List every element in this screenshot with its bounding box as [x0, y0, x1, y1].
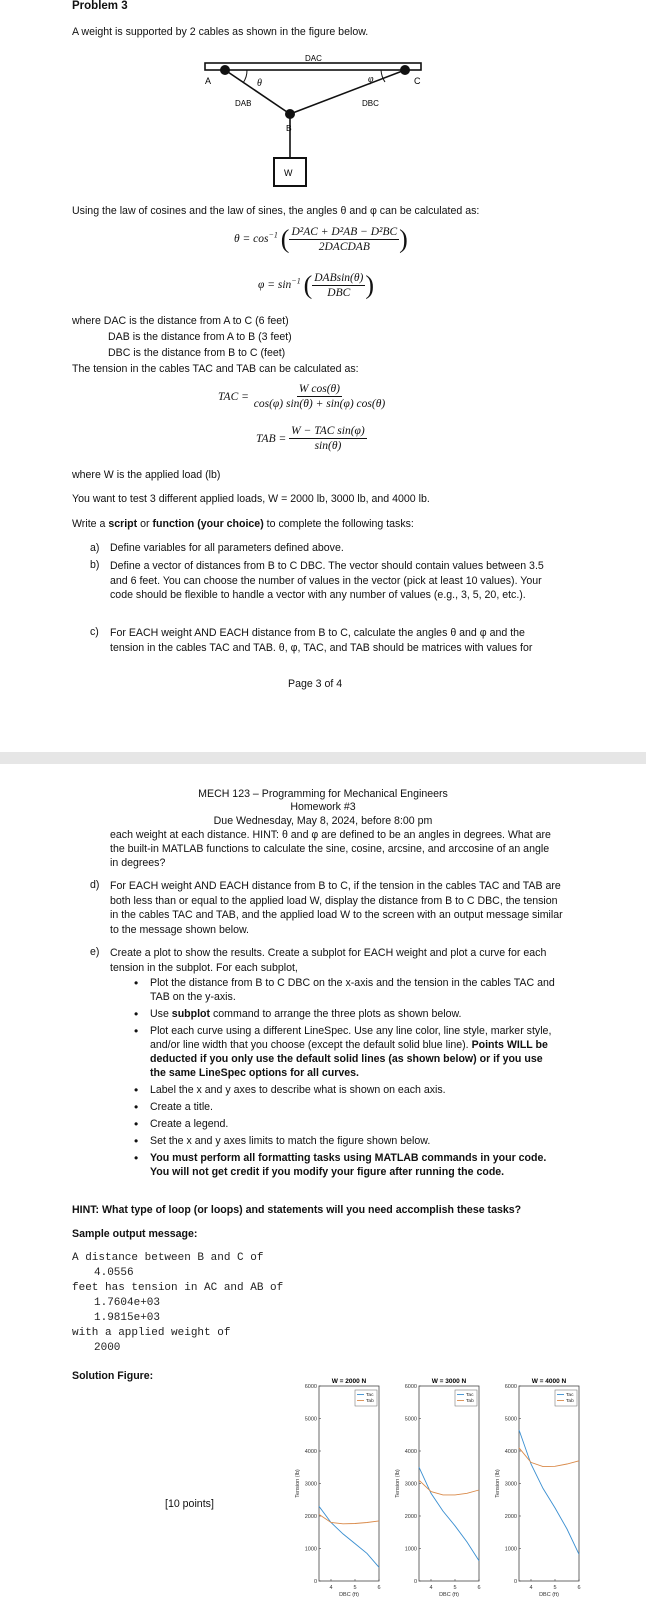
subplot-2: [395, 1378, 481, 1598]
y-tick-label: 1000: [404, 1546, 417, 1553]
page-3: [0, 0, 646, 752]
joint-c: [400, 65, 410, 75]
out-line-5: 1.9815e+03: [94, 1312, 161, 1324]
joint-b: [285, 109, 295, 119]
y-tick-label: 6000: [304, 1384, 317, 1390]
x-tick-label: 6: [377, 1585, 381, 1591]
due-header: Due Wednesday, May 8, 2024, before 8:00 pm: [213, 815, 433, 827]
eq-tab-lhs: TAB =: [256, 432, 287, 445]
x-tick-label: 6: [577, 1585, 581, 1591]
equation-tac: [218, 383, 387, 410]
label-phi: φ: [368, 74, 374, 85]
y-tick-label: 2000: [404, 1514, 417, 1520]
cable-figure: [195, 48, 430, 198]
legend-entry: Tab: [466, 1399, 474, 1404]
label-b: B: [286, 123, 292, 133]
plot-area: [419, 1386, 479, 1581]
eq-phi-sup: −1: [291, 276, 301, 286]
joint-a: [220, 65, 230, 75]
chart-title: W = 2000 N: [331, 1378, 367, 1385]
plot-area: [519, 1386, 579, 1581]
bullet-label-axes: • Label the x and y axes to describe what is shown on each axis.: [130, 1083, 560, 1097]
ceiling-beam: [205, 63, 421, 70]
hint-text: HINT: What type of loop (or loops) and statements will you need accomplish these tasks?: [72, 1204, 522, 1216]
task-a: Define variables for all parameters defined above.: [110, 542, 344, 554]
x-tick-label: 4: [529, 1585, 533, 1591]
chart-title: W = 4000 N: [531, 1378, 567, 1385]
tension-text: The tension in the cables TAC and TAB can be calculated as:: [72, 363, 359, 375]
test-text: You want to test 3 different applied loads, W = 2000 lb, 3000 lb, and 4000 lb.: [72, 493, 430, 505]
x-axis-label: DBC (ft): [339, 1592, 359, 1598]
legend-entry: Tac: [566, 1393, 574, 1398]
y-axis-label: Tension (lb): [495, 1469, 501, 1498]
bullet-plot: • Plot the distance from B to C DBC on the x-axis and the tension in the cables TAC and TAB on the y-axis.: [130, 976, 560, 1004]
write-bold2: function (your choice): [152, 518, 264, 530]
label-c: C: [414, 76, 421, 86]
write-post: to complete the following tasks:: [263, 518, 414, 530]
bullet-formatting: • You must perform all formatting tasks using MATLAB commands in your code. You will not get credit if you modify your figure after running the code.: [130, 1151, 560, 1179]
problem-heading: Problem 3: [72, 0, 128, 12]
y-tick-label: 4000: [304, 1449, 317, 1455]
equation-theta: $\theta = \cos^{-1}$ ( $\frac{\text{D²AC + D²AB − D²BC}}{\text{2DACDAB}}$ ): [234, 224, 408, 254]
eq-theta-sup: −1: [268, 230, 278, 240]
task-e-label: e): [90, 946, 100, 958]
label-a: A: [205, 76, 212, 86]
y-tick-label: 4000: [404, 1449, 417, 1455]
subplot-1: [295, 1378, 381, 1598]
y-tick-label: 0: [313, 1579, 317, 1585]
y-tick-label: 0: [513, 1579, 517, 1585]
chart-title: W = 3000 N: [431, 1378, 467, 1385]
write-text: [72, 518, 414, 530]
plot-area: [319, 1386, 379, 1581]
write-pre: Write a: [72, 518, 109, 530]
y-tick-label: 5000: [504, 1416, 517, 1423]
y-tick-label: 1000: [504, 1546, 517, 1553]
label-theta: θ: [257, 78, 262, 89]
equation-phi: $\varphi = \sin^{-1}$ ( $\frac{\text{DABsin(θ)}}{\text{DBC}}$ ): [258, 270, 375, 300]
eq-tac-lhs: TAC =: [218, 390, 249, 403]
intro-text: A weight is supported by 2 cables as shown in the figure below.: [72, 26, 369, 38]
x-tick-label: 4: [329, 1585, 333, 1591]
out-line-2: 4.0556: [94, 1267, 134, 1279]
y-tick-label: 3000: [504, 1481, 517, 1488]
label-dab: DAB: [235, 99, 252, 108]
theta-arc: [243, 70, 247, 83]
eq-phi-lhs: φ = sin: [258, 279, 292, 292]
write-bold: script: [108, 518, 138, 530]
y-tick-label: 3000: [304, 1481, 317, 1488]
y-tick-label: 5000: [404, 1416, 417, 1423]
eq-tab-den: sin(θ): [314, 440, 342, 452]
task-c: For EACH weight AND EACH distance from B to C, calculate the angles θ and φ and the tension in the cables TAC and TAB. θ, φ, TAC, and TAB should be matrices with values for: [110, 627, 533, 654]
y-tick-label: 4000: [504, 1449, 517, 1455]
equation-tab: [256, 425, 367, 452]
y-axis-label: Tension (lb): [295, 1469, 301, 1498]
task-b: Define a vector of distances from B to C DBC. The vector should contain values between 3.5 and 6 feet. You can choose the number of values in the vector (pick at least 10 values). Your code should be flexible to handle a vector with any number of values (e.g., 3, 5, 20, etc.).: [110, 560, 544, 601]
y-tick-label: 0: [413, 1579, 417, 1585]
y-tick-label: 5000: [304, 1416, 317, 1423]
where-dac: where DAC is the distance from A to C (6 feet): [72, 315, 289, 327]
law-text: Using the law of cosines and the law of sines, the angles θ and φ can be calculated as:: [72, 205, 480, 217]
y-axis-label: Tension (lb): [395, 1469, 401, 1498]
task-d-label: d): [90, 879, 100, 891]
where-dbc: DBC is the distance from B to C (feet): [108, 347, 286, 359]
y-tick-label: 6000: [404, 1384, 417, 1390]
cable-bc: [290, 70, 405, 114]
task-d: For EACH weight AND EACH distance from B to C, if the tension in the cables TAC and TAB are both less than or equal to the applied load W, display the distance from B to C DBC, the tension in the cables TAC and TAB, and the applied load W to the screen with an output message similar to the message shown below.: [110, 880, 563, 936]
eq-tac-num: W cos(θ): [298, 383, 340, 395]
legend-entry: Tac: [366, 1393, 374, 1398]
task-c-label: c): [90, 626, 99, 638]
out-line-6: with a applied weight of: [72, 1327, 231, 1339]
bullet-subplot: • Use subplot command to arrange the three plots as shown below.: [130, 1007, 560, 1021]
out-line-7: 2000: [94, 1342, 121, 1354]
solution-figure: [285, 1354, 646, 1598]
eq-phi-num: DABsin(θ): [314, 272, 364, 284]
where-dab: DAB is the distance from A to B (3 feet): [108, 331, 292, 343]
eq-tab-num: W − TAC sin(φ): [291, 425, 365, 437]
y-tick-label: 2000: [304, 1514, 317, 1520]
course-header: MECH 123 – Programming for Mechanical Engineers: [198, 788, 448, 800]
write-mid: or: [137, 518, 153, 530]
eq-theta-den: 2DACDAB: [318, 241, 370, 253]
x-axis-label: DBC (ft): [439, 1592, 459, 1598]
eq-phi-den: DBC: [327, 287, 351, 299]
x-tick-label: 6: [477, 1585, 481, 1591]
y-tick-label: 6000: [504, 1384, 517, 1390]
out-line-3: feet has tension in AC and AB of: [72, 1282, 284, 1294]
page-footer: Page 3 of 4: [288, 678, 343, 690]
sample-label: Sample output message:: [72, 1228, 198, 1240]
bullet-limits: • Set the x and y axes limits to match the figure shown below.: [130, 1134, 560, 1148]
legend-entry: Tab: [366, 1399, 374, 1404]
task-e-bullets: [130, 976, 560, 1182]
x-axis-label: DBC (ft): [539, 1592, 559, 1598]
task-b-label: b): [90, 559, 100, 571]
y-tick-label: 2000: [504, 1514, 517, 1520]
y-tick-label: 1000: [304, 1546, 317, 1553]
subplot-3: [495, 1378, 581, 1598]
task-a-label: a): [90, 542, 100, 554]
out-line-1: A distance between B and C of: [72, 1252, 264, 1264]
x-tick-label: 5: [553, 1585, 557, 1591]
x-tick-label: 5: [353, 1585, 357, 1591]
task-e: Create a plot to show the results. Create a subplot for EACH weight and plot a curve for each tension in the subplot. For each subplot,: [110, 947, 547, 974]
bullet-title: • Create a title.: [130, 1100, 560, 1114]
label-dbc: DBC: [362, 99, 379, 108]
y-tick-label: 3000: [404, 1481, 417, 1488]
x-tick-label: 5: [453, 1585, 457, 1591]
page-separator: [0, 752, 646, 764]
legend-entry: Tab: [566, 1399, 574, 1404]
out-line-4: 1.7604e+03: [94, 1297, 161, 1309]
solution-label: Solution Figure:: [72, 1370, 154, 1382]
where-w: where W is the applied load (lb): [72, 469, 221, 481]
page-4: [0, 764, 646, 1600]
points-label: [10 points]: [165, 1498, 214, 1510]
bullet-legend: • Create a legend.: [130, 1117, 560, 1131]
x-tick-label: 4: [429, 1585, 433, 1591]
bullet-linespec: • Plot each curve using a different LineSpec. Use any line color, line style, marker style, and/or line width that you choose (except the default solid blue line). Points WILL be deducted if you only use the default solid lines (as shown below) or if you use the same LineSpec options for all curves.: [130, 1024, 560, 1080]
label-w: W: [284, 168, 293, 178]
label-dac: DAC: [305, 54, 322, 63]
eq-theta-lhs: θ = cos: [234, 233, 269, 246]
task-c-continued: each weight at each distance. HINT: θ and φ are defined to be an angles in degrees. What are the built-in MATLAB functions to calculate the sine, cosine, arcsine, and arccosine of an angle in degrees?: [110, 829, 551, 869]
eq-theta-num: D²AC + D²AB − D²BC: [291, 226, 398, 238]
eq-tac-den: cos(φ) sin(θ) + sin(φ) cos(θ): [253, 398, 386, 410]
legend-entry: Tac: [466, 1393, 474, 1398]
phi-arc: [381, 70, 385, 82]
homework-header: Homework #3: [290, 801, 356, 813]
